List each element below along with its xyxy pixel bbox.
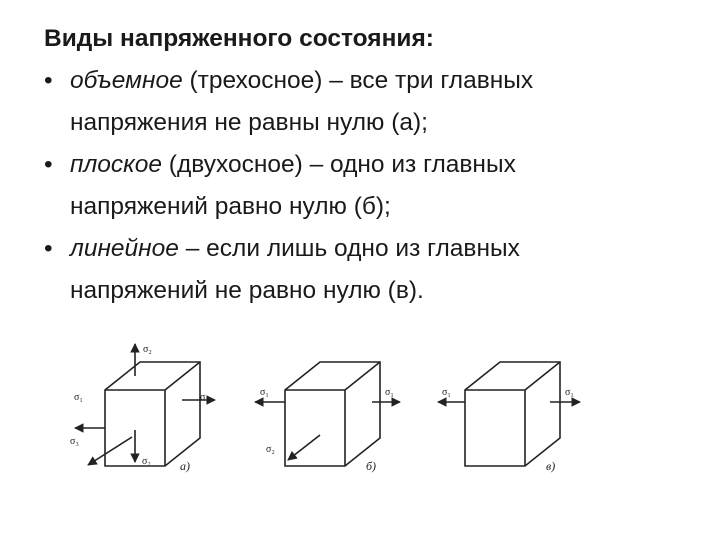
stress-states-figure	[60, 340, 620, 500]
bullet-text-line2: напряжения не равны нулю (а);	[70, 109, 428, 136]
caption-b: б)	[366, 459, 377, 473]
slide-title: Виды напряженного состояния:	[44, 25, 434, 52]
sigma3-arrow	[88, 437, 132, 465]
cube-b	[255, 362, 400, 466]
sigma2-label: σ₂	[266, 444, 275, 455]
sigma2-arrow	[288, 435, 320, 460]
sigma1-right-label: σ₁	[385, 387, 394, 398]
sigma1-right-label: σ₁	[200, 392, 209, 403]
cube-c-outline	[465, 362, 560, 466]
sigma3-label: σ₃	[70, 436, 79, 447]
cube-a	[75, 344, 215, 466]
sigma1-right-label: σ₁	[565, 387, 574, 398]
slide-text	[44, 18, 684, 312]
sigma2-top-label: σ₂	[143, 344, 152, 355]
cube-a-outline	[105, 362, 200, 466]
caption-c: в)	[546, 459, 556, 473]
bullet-term: объемное	[70, 67, 183, 94]
bullet-text-line2: напряжений не равно нулю (в).	[70, 277, 424, 304]
bullet-text-line2: напряжений равно нулю (б);	[70, 193, 391, 220]
bullet-text: (двухосное) – одно из главных	[162, 151, 516, 178]
bullet-term: плоское	[70, 151, 162, 178]
sigma1-left-label: σ₁	[260, 387, 269, 398]
bullet-dot: •	[44, 235, 53, 262]
bullet-dot: •	[44, 151, 53, 178]
sigma2-bottom-label: σ₂	[142, 456, 151, 467]
bullet-dot: •	[44, 67, 53, 94]
sigma1-left-label: σ₁	[74, 392, 83, 403]
bullet-volumetric	[44, 60, 684, 144]
bullet-plane	[44, 144, 684, 228]
bullet-term: линейное	[70, 235, 179, 262]
cube-c	[438, 362, 580, 466]
bullet-text: (трехосное) – все три главных	[182, 67, 534, 94]
caption-a: а)	[180, 459, 190, 473]
bullet-linear	[44, 228, 684, 312]
sigma1-left-label: σ₁	[442, 387, 451, 398]
bullet-text: – если лишь одно из главных	[178, 235, 520, 262]
